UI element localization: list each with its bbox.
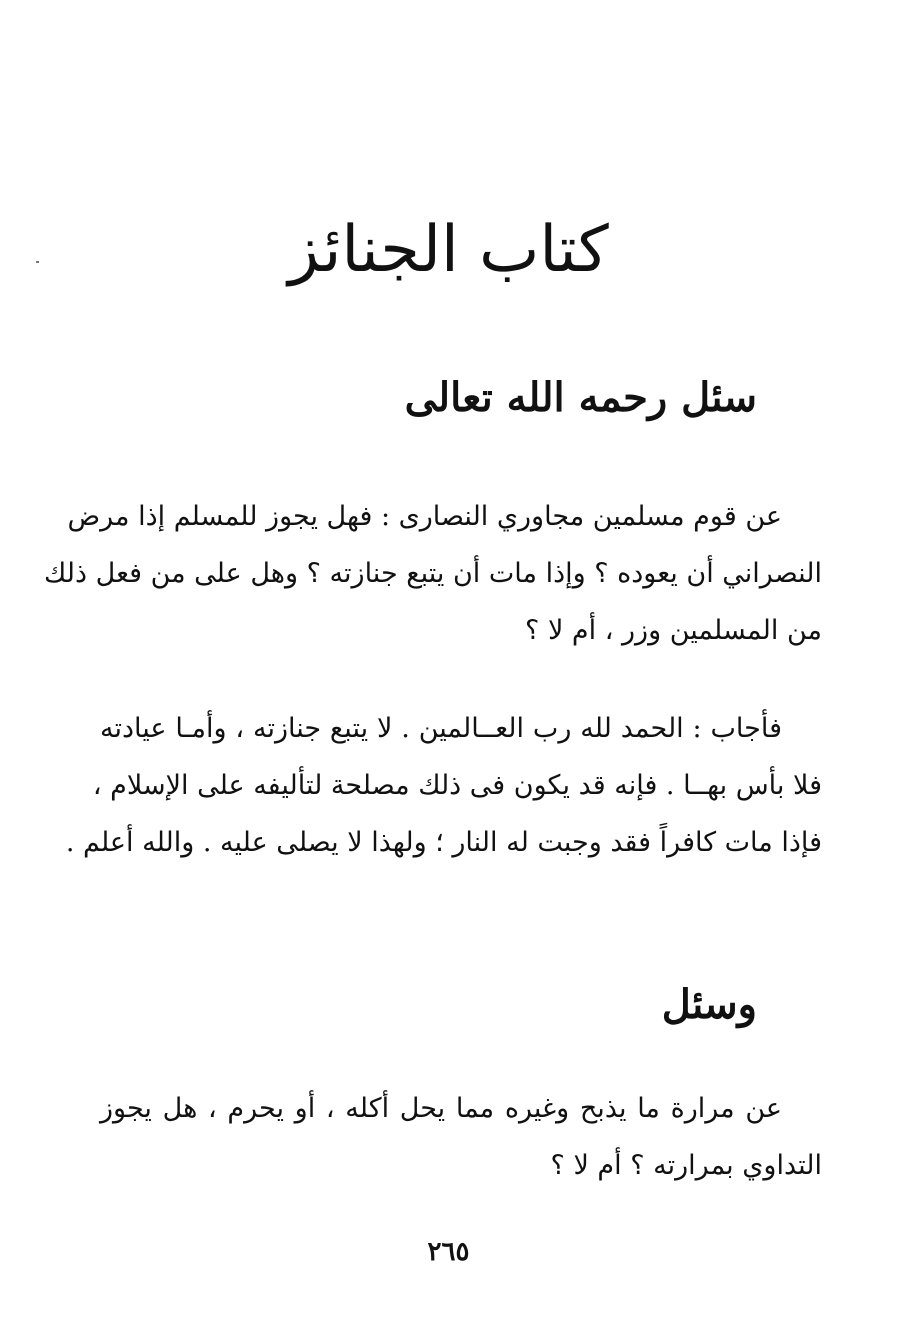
section-heading-2: وسئل bbox=[661, 981, 757, 1028]
chapter-title: كتاب الجنائز bbox=[288, 213, 609, 287]
question-paragraph-2 bbox=[100, 1080, 822, 1194]
question-paragraph-1 bbox=[44, 488, 822, 659]
question-line: من المسلمين وزر ، أم لا ؟ bbox=[525, 615, 822, 646]
answer-line: فلا بأس بهــا . فإنه قد يكون فى ذلك مصلحة لتأليفه على الإسلام ، bbox=[92, 770, 822, 801]
question-line: عن قوم مسلمين مجاوري النصارى : فهل يجوز للمسلم إذا مرض bbox=[67, 501, 782, 532]
answer-paragraph-1 bbox=[65, 700, 822, 871]
answer-line: فإذا مات كافراً فقد وجبت له النار ؛ ولهذا لا يصلى عليه . والله أعلم . bbox=[65, 827, 822, 858]
page-number: ٢٦٥ bbox=[427, 1237, 470, 1267]
question-line: النصراني أن يعوده ؟ وإذا مات أن يتبع جنازته ؟ وهل على من فعل ذلك bbox=[44, 558, 822, 589]
section-heading-1: سئل رحمه الله تعالى bbox=[404, 374, 757, 421]
answer-line: فأجاب : الحمد لله رب العــالمين . لا يتبع جنازته ، وأمـا عيادته bbox=[100, 713, 782, 744]
question-line: عن مرارة ما يذبح وغيره مما يحل أكله ، أو يحرم ، هل يجوز bbox=[100, 1093, 782, 1124]
question-line: التداوي بمرارته ؟ أم لا ؟ bbox=[550, 1150, 822, 1181]
